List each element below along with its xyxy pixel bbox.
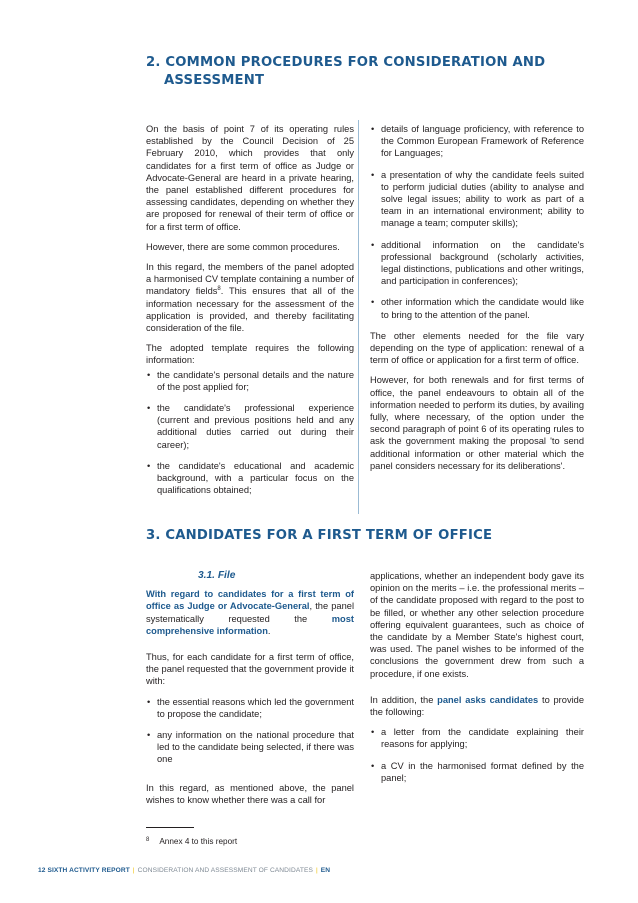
paragraph: Thus, for each candidate for a first term of office, the panel requested that the government provide it with: [146,652,354,687]
list-item: • a CV in the harmonised format defined by the panel; [370,760,584,784]
section-2-heading-line1: 2. COMMON PROCEDURES FOR CONSIDERATION AND [146,55,546,70]
report-title: SIXTH ACTIVITY REPORT [47,867,130,874]
bullet-list [146,696,354,766]
list-item: • other information which the candidate would like to bring to the attention of the panel. [370,296,584,320]
list-item: • the candidate's personal details and the nature of the post applied for; [146,369,354,393]
list-item: • any information on the national procedure that led to the candidate being selected, if there was one [146,729,354,766]
paragraph-text: to provide the following: [370,694,585,718]
paragraph [146,261,354,334]
subsection-heading: 3.1. File [198,570,236,581]
list-item: • additional information on the candidate's professional background (scholarly activities, legal distinctions, publications and other writings, and participation in conferences); [370,239,584,288]
paragraph: The adopted template requires the following information: [146,343,354,366]
paragraph: The other elements needed for the file vary depending on the type of application: renewal of a term of office or application for a first term of office. [370,330,584,366]
footnote-rule [146,827,194,828]
paragraph [370,694,584,718]
paragraph: In this regard, as mentioned above, the panel wishes to know whether there was a call for [146,782,354,805]
page-footer [38,867,330,874]
list-item: • a letter from the candidate explaining their reasons for applying; [370,726,584,750]
footnote-ref[interactable]: 8 [217,286,221,293]
emphasis-text: most comprehensive information [146,613,354,636]
bullet-list [370,123,584,321]
paragraph: However, for both renewals and for first terms of office, the panel endeavours to obtain all of the information needed to perform its duties, by availing fully, where necessary, of the option under the second paragraph of point 6 of its operating rules to ask the government making the proposal 'to send additional information or other material which the panel considers necessary for its deliberations'. [370,375,584,471]
section-3-right-column [370,570,584,793]
language-code: EN [320,867,331,874]
list-item: • the essential reasons which led the government to propose the candidate; [146,696,354,720]
emphasis-text: panel asks candidates [437,694,539,705]
list-item: • the candidate's professional experience (current and previous positions held and any additional duties carried out during their career); [146,402,354,451]
page-number: 12 [38,867,46,874]
bullet-list [146,369,354,497]
paragraph: However, there are some common procedures. [146,241,340,252]
footer-section-title: CONSIDERATION AND ASSESSMENT OF CANDIDATES [137,867,313,874]
paragraph-text: . This ensures that all of the information necessary for the assessment of the application is provided, and thereby facilitating consideration of the file. [146,286,354,334]
footnote-number: 8 [146,837,150,843]
footer-separator: | [132,867,135,874]
footnote [146,837,237,846]
section-3-heading: 3. CANDIDATES FOR A FIRST TERM OF OFFICE [146,528,493,543]
section-2-right-column [370,123,584,480]
column-divider [358,120,359,514]
section-3-left-column [146,570,354,814]
bullet-list [370,726,584,784]
section-2-left-column [146,123,354,505]
paragraph [146,588,354,637]
paragraph: On the basis of point 7 of its operating rules established by the Council Decision of 25 February 2010, which provides that only candidates for a first term of office as Judge or Advocate-General are heard in a private hearing, the panel established different procedures for assessing candidates, depending on whether they are proposed for renewal of their term of office or for a first term of office. [146,124,354,232]
footer-separator: | [315,867,318,874]
paragraph-text: . [267,625,271,636]
paragraph-text: In addition, the [370,694,438,705]
footnote-text: Annex 4 to this report [159,837,238,846]
list-item: • a presentation of why the candidate feels suited to perform judicial duties (ability to analyse and solve legal issues; ability to work as part of a team in an international environment; ability to manage a team; computer skills); [370,169,584,230]
emphasis-text: With regard to candidates for a first term of office as Judge or Advocate-General [146,589,354,612]
paragraph: applications, whether an independent body gave its opinion on the merits – i.e. the professional merits – of the candidate proposed with regard to the post to be filled, or whether any other selection procedure offering equivalent guarantees, such as choice of the candidate by a Member State's highest court, was used. The panel wishes to be informed of the conclusions the government drew from such a procedure, if one exists. [370,571,584,679]
list-item: • the candidate's educational and academic background, with a particular focus on the qualifications obtained; [146,460,354,497]
list-item: • details of language proficiency, with reference to the Common European Framework of Reference for Languages; [370,123,584,160]
paragraph-text: In this regard, the members of the panel adopted a harmonised CV template containing a number of mandatory fields [146,262,354,297]
paragraph-text: , the panel systematically requested the [146,601,355,624]
section-2-heading-line2: ASSESSMENT [164,73,265,88]
section-2-heading [146,54,545,90]
